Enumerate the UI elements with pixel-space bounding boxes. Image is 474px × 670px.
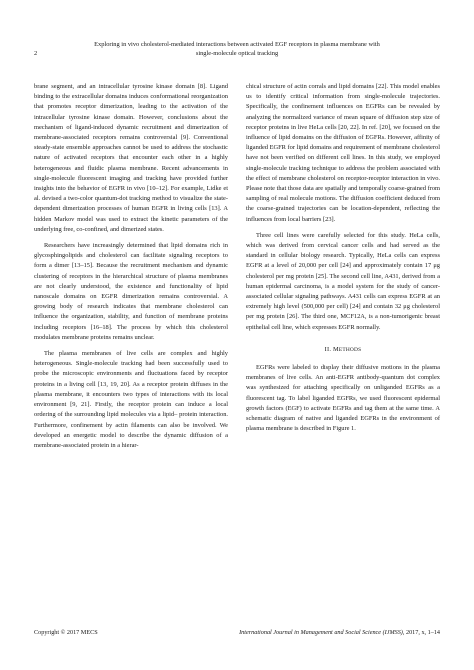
header-title-line-1: Exploring in vivo cholesterol-mediated interactions between activated EGF receptors in plasma membrane with: [94, 41, 380, 48]
footer-journal-name: International Journal in Management and Social Science (IJMSS),: [239, 629, 405, 636]
section-heading-methods: [246, 345, 440, 355]
running-header: [34, 40, 440, 58]
right-paragraph-2: Three cell lines were carefully selected for this study. HeLa cells, which was derived from cervical cancer cells and had served as the standard in cellular biology research. Typically, HeLa cells can express EGFR at a level of 20,000 per cell [24] and approximately contain 17 μg cholesterol per mg protein [25]. The second cell line, A431, derived from a human epidermal carcinoma, is a model system for the study of cancer-associated cellular signaling pathways. A431 cells can express EGFR at an extremely high level (500,000 per cell) [24] and contain 32 μg cholesterol per mg protein [26]. The third one, MCF12A, is a non-tumorigenic breast epithelial cell line, which expresses EGFR normally.: [246, 231, 440, 331]
left-paragraph-3: The plasma membranes of live cells are complex and highly heterogeneous. Single-molecule tracking had been successfully used to probe the microscopic environments and fluctuations faced by receptor proteins in a living cell [13, 19, 20]. As a receptor protein diffuses in the plasma membrane, it encounters two types of interactions with its local environment [9, 21]. Firstly, the receptor protein can induce a local ordering of the surrounding lipid molecules via a lipid– protein interaction. Furthermore, confinement by actin filaments can also be involved. We developed an energetic model to describe the dynamic diffusion of a membrane-associated protein in a hierar-: [34, 350, 228, 449]
section-title-first-letter: M: [332, 345, 339, 353]
header-title-line-2: single-molecule optical tracking: [195, 50, 279, 57]
right-column: [246, 82, 440, 435]
left-paragraph-1: brane segment, and an intracellular tyrosine kinase domain [8]. Ligand binding to the extracellular domains induces conformational reorganization that promotes receptor dimerization, leading to the activation of the intracellular tyrosine kinase domain. However, conclusions about the mechanism of ligand-induced dynamic recruitment and dimerization of membrane-associated receptors remains controversial [9]. Conventional steady-state ensemble approaches cannot be used to address the stochastic nature of activated receptors that encounter each other in a highly heterogeneous and fluidic plasma membrane. Recent advancements in single-molecule fluorescent imaging and tracking have provided further insights into the behavior of EGFR in vivo [10–12]. For example, Lidke et al. devised a two-color quantum-dot tracking method to visualize the state-dependent dimerization processes of human EGFR in living cells [13]. A hidden Markov model was used to extract the kinetic parameters of the underlying free, co-confined, and dimerized states.: [34, 83, 228, 233]
section-numeral: II.: [324, 345, 332, 353]
left-paragraph-2: Researchers have increasingly determined that lipid domains rich in glycosphingolipids and cholesterol can facilitate signaling receptors to form a dimer [13–15]. Because the recruitment mechanism and dynamic clustering of receptors in the hierarchical structure of plasma membranes are not clearly understood, the existence and functionality of lipid nanoscale domains on EGFR dimerization remains controversial. A growing body of research indicates that membrane cholesterol can influence the organization, stability, and function of membrane proteins including receptors [16–18]. The process by which this cholesterol modulates membrane proteins remains unclear.: [34, 242, 228, 341]
left-column: [34, 82, 228, 451]
right-paragraph-3: EGFRs were labeled to display their diffusive motions in the plasma membranes of live cells. An anti-EGFR antibody-quantum dot complex was synthesized for attaching specifically on unliganded EGFRs as a fluorescent tag. To label liganded EGFRs, we used fluorescent epidermal growth factors (EGF) to activate EGFRs and tag them at the same time. A schematic diagram of native and liganded EGFRs in the environment of plasma membrane is described in Figure 1.: [246, 364, 440, 433]
footer-citation: 2017, x, 1–14: [404, 629, 440, 636]
page-number: 2: [34, 50, 38, 57]
right-paragraph-1: chical structure of actin corrals and lipid domains [22]. This model enables us to identify critical information from single-molecule trajectories. Specifically, the confinement influences on EGFRs can be revealed by analyzing the normalized variance of mean square of diffusion step size of receptor proteins in live HeLa cells [20, 22]. In ref. [20], we focused on the influence of lipid domains on the diffusion of EGFRs. However, affinity of liganded EGFR for lipid domains and requirement of membrane cholesterol have not been verified on different cell lines. In this study, we employed single-molecule tracking technique to address the problem associated with the effect of membrane cholesterol on receptor-receptor interaction in vivo. Please note that those data are spatially and temporally coarse-grained from sampling of real molecule motions. The diffusion coefficient deduced from the coarse-grained trajectories can be location-dependent, reflecting the influences from local barriers [23].: [246, 83, 440, 223]
footer-journal-citation: [239, 628, 440, 637]
footer-copyright: Copyright © 2017 MECS: [34, 629, 98, 636]
section-title-rest: ETHODS: [338, 346, 362, 353]
